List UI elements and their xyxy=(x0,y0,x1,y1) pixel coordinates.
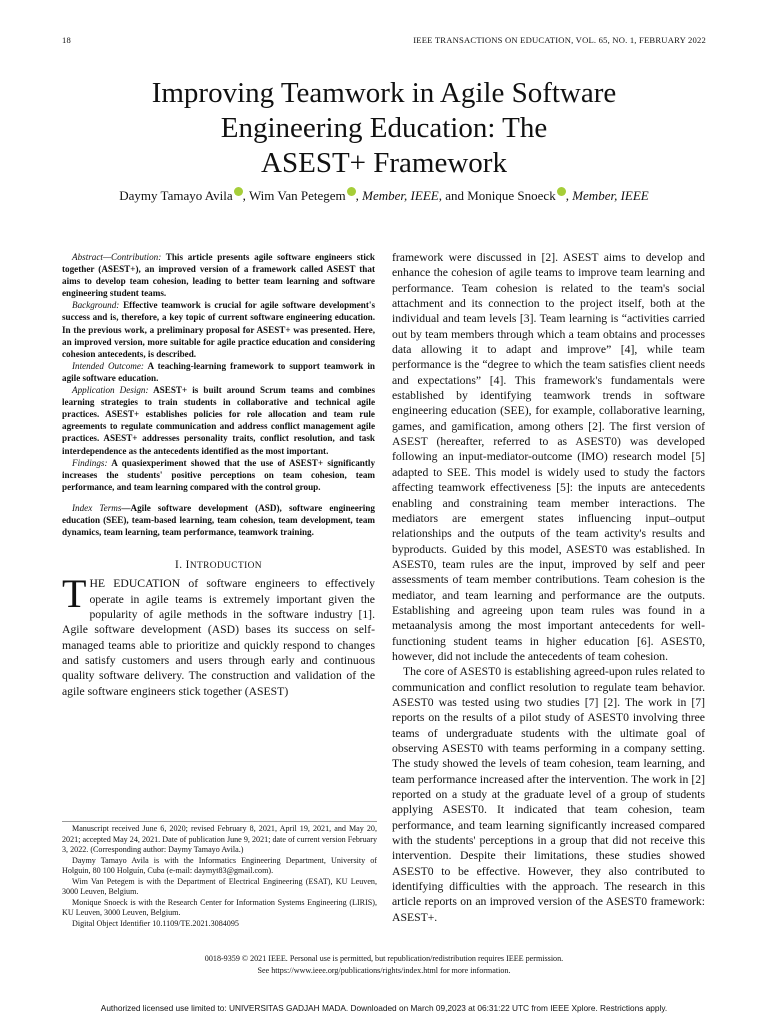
footnote: Daymy Tamayo Avila is with the Informatics Engineering Department, University of Holguin, 80 100 Holguín, Cuba (e-mail: daymyt83@gmail.com). xyxy=(62,855,377,875)
body-paragraph: The core of ASEST0 is establishing agreed-upon rules related to communication and conflict resolution to regulate team behavior. ASEST0 was tested using two studies [7] [2]. The work in [7] reports on the results of a pilot study of ASEST0 involving three teams of undergraduate students with the ultimate goal of observing ASEST0 with teams performing in a company setting. The study showed the levels of team cohesion, team learning, and team performance increased after the intervention. The work in [2] reported on a study at the graduate level of a group of students applying ASEST0. It indicated that team cohesion, team performance, and team learning significantly increased compared with the students' perceptions in a group that did not receive this intervention. Despite their limitations, these studies showed ASEST0 to be effective. However, they also contributed to identifying difficulties with the approach. The research in this article reports on an improved version of the ASEST0 framework: ASEST+. xyxy=(392,665,705,924)
left-column xyxy=(62,251,375,699)
title-line: Engineering Education: The xyxy=(220,112,548,144)
orcid-icon[interactable] xyxy=(234,187,243,196)
introduction xyxy=(62,571,375,699)
index-terms: Index Terms—Agile software development (ASD), software engineering education (SEE), team-based learning, team cohesion, team development, team dynamics, team learning, team performance, teamwork training. xyxy=(62,502,375,538)
orcid-icon[interactable] xyxy=(347,187,356,196)
orcid-icon[interactable] xyxy=(557,187,566,196)
footnote: Manuscript received June 6, 2020; revised February 8, 2021, April 19, 2021, and May 20, 2021; accepted May 24, 2021. Date of publication June 9, 2021; date of current version February 3, 2022. (Corresponding author: Daymy Tamayo Avila.) xyxy=(62,824,377,854)
author-name: Monique Snoeck xyxy=(467,188,556,203)
footnote: Monique Snoeck is with the Research Center for Information Systems Engineering (LIRIS), KU Leuven, 3000 Leuven, Belgium. xyxy=(62,897,377,917)
page-number: 18 xyxy=(62,35,71,45)
author-name: Daymy Tamayo Avila xyxy=(119,188,233,203)
footnote: Wim Van Petegem is with the Department of Electrical Engineering (ESAT), KU Leuven, 3000 Leuven, Belgium. xyxy=(62,876,377,896)
footnote: Digital Object Identifier 10.1109/TE.2021.3084095 xyxy=(72,918,239,928)
title-line: Improving Teamwork in Agile Software xyxy=(151,77,617,109)
abstract-background: Background: Effective teamwork is crucial for agile software development's success and is, therefore, a key topic of current software engineering education. In the previous work, a preliminary proposal for ASEST+ was presented. Here, an improved version, more suitable for agile practice education and considering cohesion antecedents, is described. xyxy=(62,300,375,359)
paper-title xyxy=(60,76,708,181)
abstract-contribution: Abstract—Contribution: This article presents agile software engineers stick together (ASEST+), an improved version of a framework called ASEST that aims to develop team cohesion, leading to better team learning and software engineering student teams. xyxy=(62,252,375,299)
abstract xyxy=(62,251,375,538)
drop-cap: T xyxy=(62,571,87,617)
author-role: Member, IEEE xyxy=(362,188,439,203)
right-column xyxy=(392,250,705,925)
abstract-design: Application Design: ASEST+ is built around Scrum teams and combines learning strategies to train students in collaborative and technical agile practices. ASEST+ establishes policies for role allocation and team rule agreements to regulate communication and address conflict management agile practices. ASEST+ addresses personality traits, conflict resolution, and task interdependence as the antecedents identified as the most important. xyxy=(62,385,376,456)
license-footer: Authorized licensed use limited to: UNIVERSITAS GADJAH MADA. Downloaded on March 09,2023 at 06:31:22 UTC from IEEE Xplore. Restrictions apply. xyxy=(100,1003,668,1013)
abstract-outcome: Intended Outcome: A teaching-learning framework to support teamwork in agile software education. xyxy=(62,360,376,383)
author-role: Member, IEEE xyxy=(572,188,649,203)
author-name: Wim Van Petegem xyxy=(248,188,346,203)
abstract-findings: Findings: A quasiexperiment showed that the use of ASEST+ significantly increases the students' positive perceptions on team cohesion, team performance, and team learning compared with the control group. xyxy=(62,457,376,492)
title-line: ASEST+ Framework xyxy=(261,147,507,179)
author-list: Daymy Tamayo Avila , Wim Van Petegem , Member, IEEE, and Monique Snoeck , Member, IEEE xyxy=(119,188,649,203)
journal-header: IEEE TRANSACTIONS ON EDUCATION, VOL. 65, NO. 1, FEBRUARY 2022 xyxy=(413,35,706,45)
copyright-notice: 0018-9359 © 2021 IEEE. Personal use is permitted, but republication/redistribution requires IEEE permission. See https://www.ieee.org/publications/rights/index.html for more information. xyxy=(204,954,564,975)
footnotes xyxy=(62,821,377,929)
body-paragraph: framework were discussed in [2]. ASEST aims to develop and enhance the cohesion of agile teams to improve team learning and performance. Team cohesion is related to the team's social attachment and its connection to the project itself, both at the individual and team levels [3]. Team learning is “activities carried out by team members through which a team obtains and processes data allowing it to adapt and improve” [4], while team performance is the “degree to which the team satisfies client needs and expectations” [4]. This framework's fundamentals were established by identifying teamwork trends in software engineering education (SEE), for example, collaborative learning, games, and gamification, among others [2]. The first version of ASEST (hereafter, referred to as ASEST0) was developed following an input-mediator-outcome (IMO) research model [5] adapted to SEE. This model is widely used to study the factors affecting teamwork effectiveness [5]: the inputs are antecedents enabling and constraining team member interactions. The mediators are emergent states influencing input–output relationships and the outputs of the team activity's results and byproducts. Guided by this model, ASEST0 was established. In ASEST0, team rules are the input, improved by self and peer assessments of team member contributions. Team cohesion is the mediator, and team learning and performance are the outputs. Establishing and agreeing upon team rules was found in a metaanalysis among the most important antecedents for well-functioning student teams in higher education [6]. ASEST0, however, did not include the antecedents of team cohesion. xyxy=(392,251,705,663)
section-heading: I. INTRODUCTION xyxy=(175,559,262,572)
body-paragraph: THE EDUCATION of software engineers to effectively operate in agile teams is extremely important given the popularity of agile methods in the software industry [1]. Agile software development (ASD) bases its success on self-managed teams able to prioritize and quickly respond to changes and satisfy customers and users through early and continuous quality software delivery. The construction and validation of the agile software engineers stick together (ASEST) xyxy=(62,571,375,698)
